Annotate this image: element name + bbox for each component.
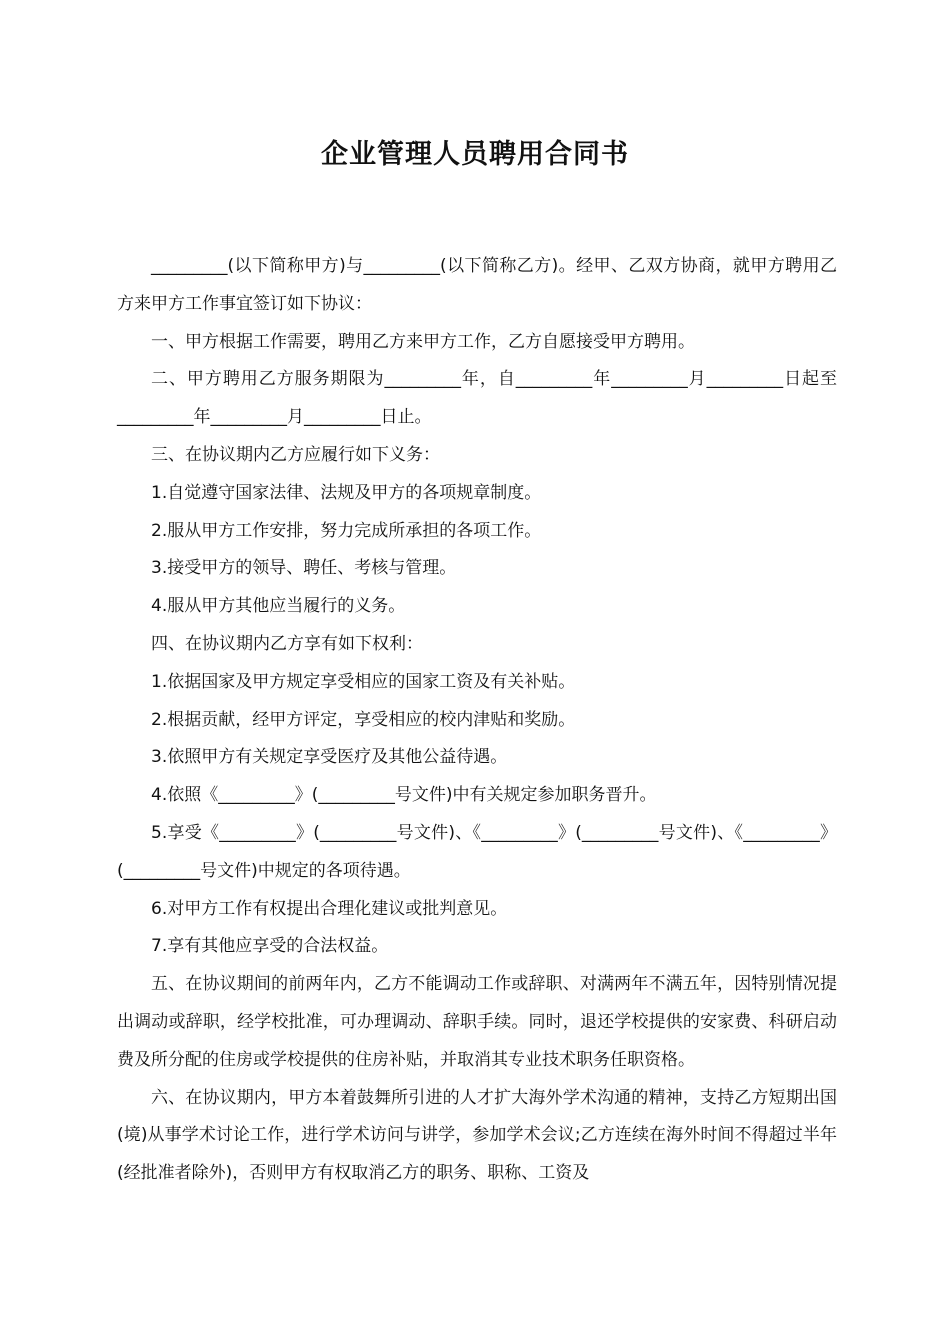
clause-4-item-7: 7.享有其他应享受的合法权益。 (151, 936, 389, 957)
clause-3-item-2: 2.服从甲方工作安排，努力完成所承担的各项工作。 (151, 520, 542, 541)
clause-3-heading: 三、在协议期内乙方应履行如下义务： (151, 444, 440, 465)
clause-2: 二、甲方聘用乙方服务期限为_________年，自_________年_________月_________日起至_________年_________月_________日止。 (117, 369, 837, 428)
clause-4-item-3: 3.依照甲方有关规定享受医疗及其他公益待遇。 (151, 747, 508, 768)
clause-4-item-6: 6.对甲方工作有权提出合理化建议或批判意见。 (151, 898, 508, 919)
clause-4-heading: 四、在协议期内乙方享有如下权利： (151, 633, 423, 654)
clause-4-item-1: 1.依据国家及甲方规定享受相应的国家工资及有关补贴。 (151, 671, 576, 692)
contract-body (117, 248, 837, 1193)
clause-4-item-2: 2.根据贡献，经甲方评定，享受相应的校内津贴和奖励。 (151, 709, 576, 730)
clause-4-item-4: 4.依照《_________》(_________号文件)中有关规定参加职务晋升。 (151, 785, 657, 806)
clause-3-item-3: 3.接受甲方的领导、聘任、考核与管理。 (151, 558, 457, 579)
clause-4-item-5: 5.享受《_________》(_________号文件)、《_________》(_________号文件)、《_________》(_________号文件)中规定的各项待遇。 (117, 822, 837, 881)
document-title: 企业管理人员聘用合同书 (321, 139, 629, 170)
clause-1: 一、甲方根据工作需要，聘用乙方来甲方工作，乙方自愿接受甲方聘用。 (151, 331, 695, 352)
clause-6: 六、在协议期内，甲方本着鼓舞所引进的人才扩大海外学术沟通的精神，支持乙方短期出国(境)从事学术讨论工作，进行学术访问与讲学，参加学术会议;乙方连续在海外时间不得超过半年(经批准者除外)，否则甲方有权取消乙方的职务、职称、工资及 (117, 1087, 837, 1184)
clause-3-item-4: 4.服从甲方其他应当履行的义务。 (151, 596, 406, 617)
clause-3-item-1: 1.自觉遵守国家法律、法规及甲方的各项规章制度。 (151, 482, 542, 503)
paragraph-intro: _________(以下简称甲方)与_________(以下简称乙方)。经甲、乙双方协商，就甲方聘用乙方来甲方工作事宜签订如下协议： (117, 256, 837, 314)
clause-5: 五、在协议期间的前两年内，乙方不能调动工作或辞职、对满两年不满五年，因特别情况提出调动或辞职，经学校批准，可办理调动、辞职手续。同时，退还学校提供的安家费、科研启动费及所分配的住房或学校提供的住房补贴，并取消其专业技术职务任职资格。 (117, 974, 837, 1070)
